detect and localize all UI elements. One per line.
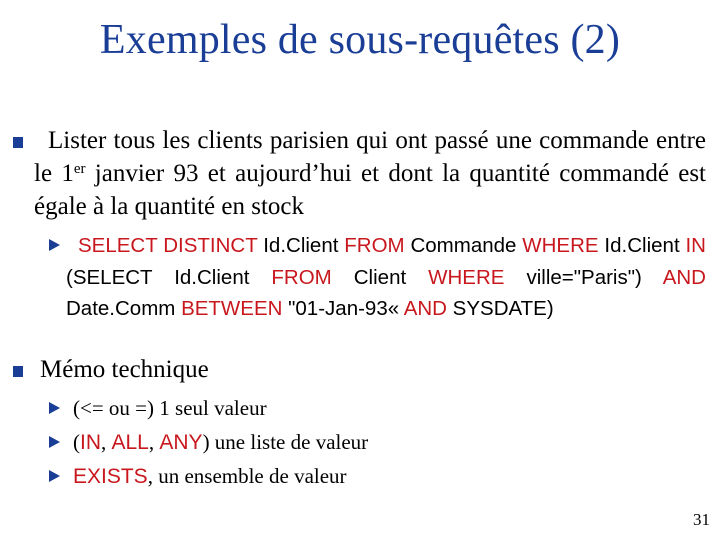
bullet1-text-a: Lister tous les clients parisien qui ont passé une commande entre le 1 — [34, 127, 706, 187]
memo-keyword: ANY — [159, 431, 203, 454]
arrow-bullet-icon — [49, 239, 60, 251]
bullet1-superscript: er — [73, 160, 86, 177]
sql-keyword: SELECT DISTINCT — [78, 234, 264, 257]
memo-item-value-set — [73, 461, 347, 492]
sql-text: "01-Jan-93« — [282, 297, 404, 320]
sql-text: Id.Client — [152, 265, 272, 289]
sql-keyword: AND — [662, 265, 706, 289]
sql-keyword: WHERE — [428, 265, 505, 289]
memo-item-value-list — [73, 427, 368, 458]
memo-keyword: EXISTS — [73, 465, 148, 488]
sql-text: (SELECT — [66, 265, 153, 289]
sql-keyword: AND — [403, 297, 447, 320]
arrow-bullet-icon — [49, 402, 60, 414]
sql-text: Id.Client — [598, 234, 686, 257]
memo-keyword: IN — [80, 431, 101, 454]
memo-keyword: ALL — [111, 431, 149, 454]
bullet-text-query-description — [34, 124, 706, 223]
square-bullet-icon — [13, 137, 23, 148]
sql-text: ville="Paris") — [504, 265, 663, 289]
sql-query — [66, 230, 706, 325]
page-number: 31 — [693, 510, 710, 529]
sql-text: SYSDATE) — [446, 297, 554, 320]
memo-item-text: , — [101, 430, 112, 454]
sql-text: Client — [331, 265, 429, 289]
memo-item-single-value — [73, 393, 267, 423]
slide-title: Exemples de sous-requêtes (2) — [99, 17, 621, 63]
memo-title: Mémo technique — [40, 356, 209, 383]
sql-keyword: FROM — [271, 265, 332, 289]
memo-item-text: , — [148, 430, 160, 454]
sql-text: Date.Comm — [66, 297, 182, 320]
sql-keyword: BETWEEN — [181, 297, 283, 320]
sql-text: Id.Client — [263, 234, 345, 257]
memo-item-text: ( — [73, 430, 80, 454]
memo-item-text: ) une liste de valeur — [202, 430, 369, 454]
memo-item-text: (<= ou =) 1 seul valeur — [73, 396, 267, 420]
arrow-bullet-icon — [49, 436, 60, 448]
sql-keyword: WHERE — [522, 234, 599, 257]
memo-item-text: , un ensemble de valeur — [147, 464, 347, 488]
square-bullet-icon — [13, 366, 23, 377]
bullet1-text-b: janvier 93 et aujourd’hui et dont la quantité commandé est égale à la quantité en stock — [34, 160, 706, 220]
sql-text: Commande — [404, 234, 523, 257]
arrow-bullet-icon — [49, 470, 60, 482]
sql-keyword: FROM — [344, 234, 405, 257]
sql-keyword: IN — [685, 234, 706, 257]
